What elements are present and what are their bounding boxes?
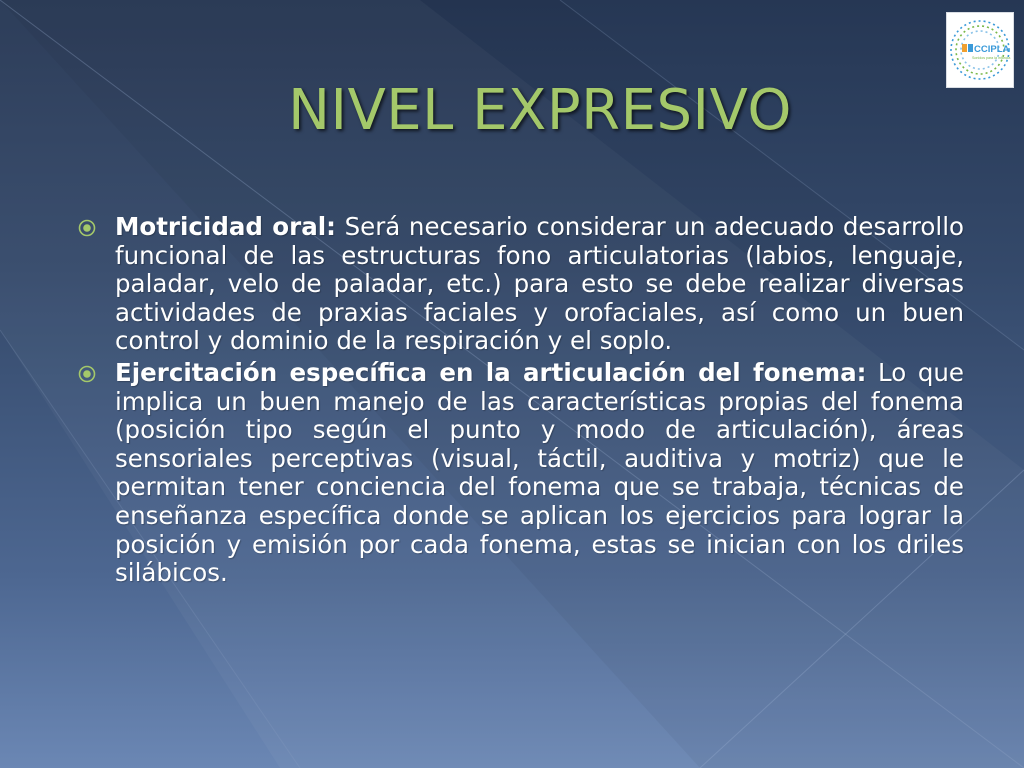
slide-title: NIVEL EXPRESIVO bbox=[288, 78, 792, 143]
bullet-item-motricidad bbox=[70, 213, 964, 356]
circled-bullet-icon bbox=[78, 219, 96, 237]
bullet-heading: Ejercitación específica en la articulación del fonema: bbox=[115, 357, 867, 387]
bullet-body: Será necesario considerar un adecuado desarrollo funcional de las estructuras fono articulatorias (labios, lenguaje, paladar, velo de paladar, etc.) para esto se debe realizar diversas actividades de praxias faciales y orofaciales, así como un buen control y dominio de la respiración y el soplo. bbox=[115, 212, 964, 356]
bullet-heading: Motricidad oral: bbox=[115, 212, 336, 241]
bullet-item-ejercitacion bbox=[70, 359, 964, 588]
bullet-text bbox=[115, 213, 964, 356]
ccipla-logo-graphic bbox=[947, 13, 1013, 87]
svg-text:CCIPLA: CCIPLA bbox=[974, 44, 1010, 55]
circled-bullet-icon bbox=[78, 365, 96, 383]
bullet-list bbox=[70, 213, 964, 591]
bullet-text bbox=[115, 359, 964, 588]
svg-text:Sonidos para la infancia: Sonidos para la infancia bbox=[972, 56, 1011, 60]
bullet-body: Lo que implica un buen manejo de las características propias del fonema (posición tipo según el punto y modo de articulación), áreas sensoriales perceptivas (visual, táctil, auditiva y motriz) que le permitan tener conciencia del fonema que se trabaja, técnicas de enseñanza específica donde se aplican los ejercicios para lograr la posición y emisión por cada fonema, estas se inician con los driles silábicos. bbox=[115, 357, 964, 588]
ccipla-logo bbox=[946, 12, 1014, 88]
